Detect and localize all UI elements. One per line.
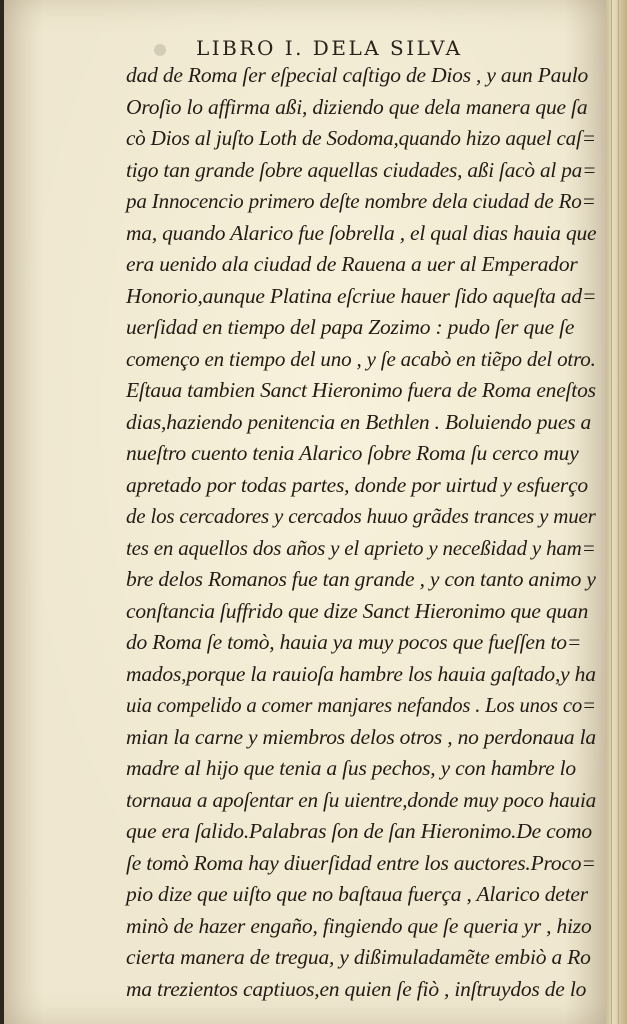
text-line: era uenido ala ciudad de Rauena a uer al Emperador xyxy=(126,252,578,276)
page-edges-right xyxy=(606,0,627,1024)
text-line: cò Dios al juſto Loth de Sodoma,quando hizo aquel caſ= xyxy=(126,126,596,150)
text-line: uia compelido a comer manjares nefandos . Los unos co= xyxy=(126,693,596,717)
body-text xyxy=(126,60,596,1005)
text-line: minò de hazer engaño, fingiendo que ſe queria yr , hizo xyxy=(126,913,592,938)
text-line: pa Innocencio primero deſte nombre dela ciudad de Ro= xyxy=(126,189,596,213)
text-line: pio dize que uiſto que no baſtaua fuerça , Alarico deter xyxy=(126,882,588,906)
text-line: ſe tomò Roma hay diuerſidad entre los auctores.Proco= xyxy=(126,850,596,875)
text-line: bre delos Romanos fue tan grande , y con tanto animo y xyxy=(126,567,596,591)
ink-smudge xyxy=(154,44,166,56)
text-line: que era ſalido.Palabras ſon de ſan Hieronimo.De como xyxy=(126,819,592,843)
text-line: conſtancia ſuffrido que dize Sanct Hieronimo que quan xyxy=(126,598,589,623)
text-line: tornaua a apoſentar en ſu uientre,donde muy poco hauia xyxy=(126,787,597,812)
text-line: ma trezientos captiuos,en quien ſe fiò , inſtruydos de lo xyxy=(126,976,587,1001)
text-line: Honorio,aunque Platina eſcriue hauer ſido aqueſta ad= xyxy=(126,283,597,308)
text-line: do Roma ſe tomò, hauia ya muy pocos que fueſſen to= xyxy=(126,630,582,654)
text-line: tes en aquellos dos años y el aprieto y neceßidad y ham= xyxy=(126,535,596,560)
text-line: de los cercadores y cercados huuo grãdes trances y muer xyxy=(126,504,596,528)
text-line: tigo tan grande ſobre aquellas ciudades, aßi ſacò al pa= xyxy=(126,157,597,182)
text-line: Oroſio lo affirma aßi, diziendo que dela manera que ſa xyxy=(126,94,588,119)
running-header: LIBRO I. DELA SILVA xyxy=(196,36,463,60)
text-line: nueſtro cuento tenia Alarico ſobre Roma ſu cerco muy xyxy=(126,441,579,465)
text-line: dad de Roma ſer eſpecial caſtigo de Dios , y aun Paulo xyxy=(126,63,589,87)
text-line: dias,haziendo penitencia en Bethlen . Boluiendo pues a xyxy=(126,409,592,434)
text-line: madre al hijo que tenia a ſus pechos, y con hambre lo xyxy=(126,756,576,780)
text-line: començo en tiempo del uno , y ſe acabò en tiẽpo del otro. xyxy=(126,346,596,371)
text-line: ma, quando Alarico fue ſobrella , el qual dias hauia que xyxy=(126,220,597,245)
text-line: cierta manera de tregua, y dißimuladamẽte embiò a Ro xyxy=(126,945,591,969)
text-line: Eſtaua tambien Sanct Hieronimo fuera de Roma eneſtos xyxy=(126,378,596,402)
text-line: apretado por todas partes, donde por uirtud y esfuerço xyxy=(126,472,588,497)
text-line: uerſidad en tiempo del papa Zozimo : pudo ſer que ſe xyxy=(126,315,575,339)
text-line: mados,porque la rauioſa hambre los hauia gaſtado,y ha xyxy=(126,661,596,686)
text-line: mian la carne y miembros delos otros , no perdonaua la xyxy=(126,724,596,749)
